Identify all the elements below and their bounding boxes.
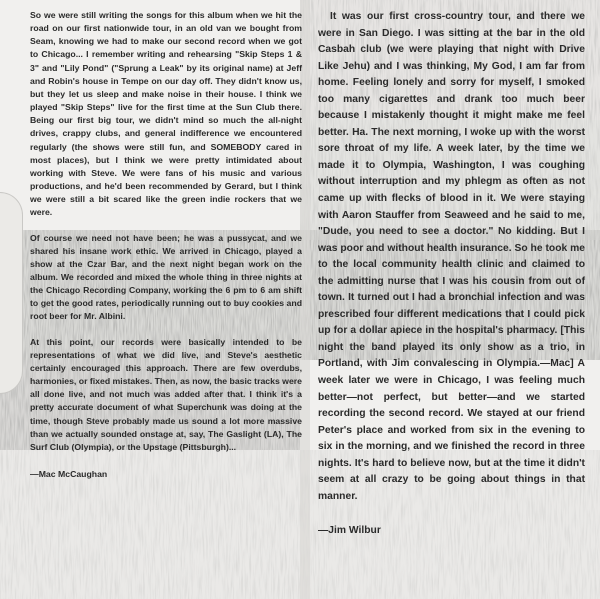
left-paragraph-1: So we were still writing the songs for this album when we hit the road on our first nationwide tour, in an old van we bought from Seam, knowing we had to make our second record when we got to Chicago... I remember writing and rehearsing "Skip Steps 1 & 3" and "Lily Pond" ("Sprung a Leak" by its original name) at Jeff and Robin's house in Tempe on our day off. They didn't know us, but they let us sleep and make noise in their house. I think we played "Skip Steps" live for the first time at the Sun Club there. Being our first big tour, we didn't mind so much the all-night drives, crappy clubs, and general indifference we encountered regularly (the shows were still fun, and SOMEBODY cared in most places), but I think we were pretty intimidated about working with Steve. We were fans of his music and various productions, and he'd been recommended by Gerard, but I think we were still a bit scared like the green indie rockers that we were. (30, 10, 302, 218)
signature-jim: —Jim Wilbur (318, 525, 381, 537)
signature-mac: —Mac McCaughan (30, 469, 108, 479)
left-column (30, 9, 302, 481)
right-paragraph-1: It was our first cross-country tour, and there we were in San Diego. I was sitting at the bar in the old Casbah club (we were playing that night with Drive Like Jehu) and I was thinking, My God, I am far from home. Feeling lonely and sorry for myself, I smoked too many cigarettes and drank too much beer because I mistakenly thought it might make me feel better. Ha. The next morning, I woke up with the worst sore throat of my life. A week later, by the time we made it to Olympia, Washington, I was coughing without interruption and my phlegm as often as not came up with flecks of blood in it. We were staying with Aaron Stauffer from Seaweed and he said to me, "Dude, you need to see a doctor." No kidding. But I was poor and without health insurance. So he took me to the local community health clinic and claimed to the admitting nurse that I was his cousin from out of town. It turned out I had a bronchial infection and was prescribed four different medications that I could pick up for a dollar apiece in the hospital's pharmacy. [This night the band played its only show as a trio, in Portland, with Jim convalescing in Olympia.—Mac] A week later we were in Chicago, I was feeling much better—not perfect, but better—and we started recording the second record. We stayed at our friend Peter's place and worked from six in the evening to six in the morning, and we finished the record in three nights. It's hard to believe now, but at the time it didn't seem at all crazy to be going about things in that manner. (318, 11, 585, 502)
left-paragraph-2: Of course we need not have been; he was a pussycat, and we shared his insane work ethic. We arrived in Chicago, played a show at the Czar Bar, and the next night began work on the album. We recorded and mixed the whole thing in three nights at the Chicago Recording Company, working the 6 pm to 6 am shift to get the good rates, periodically running out to buy cookies and root beer for Mr. Albini. (30, 232, 302, 322)
disc-slot-cutout (0, 192, 23, 394)
left-paragraph-3: At this point, our records were basically intended to be representations of what we did live, and Steve's aesthetic certainly encouraged this approach. There are few overdubs, harmonies, or fixed mistakes. Then, as now, the basic tracks were all done live, and not much was added after that. I think it's a pretty accurate document of what Superchunk was doing at the time, though Steve probably made us sound a lot more massive than we actually sounded onstage at, say, The Gaslight (LA), The Surf Club (Olympia), or the Upstage (Pittsburgh)... (30, 336, 302, 452)
right-column (318, 9, 585, 540)
